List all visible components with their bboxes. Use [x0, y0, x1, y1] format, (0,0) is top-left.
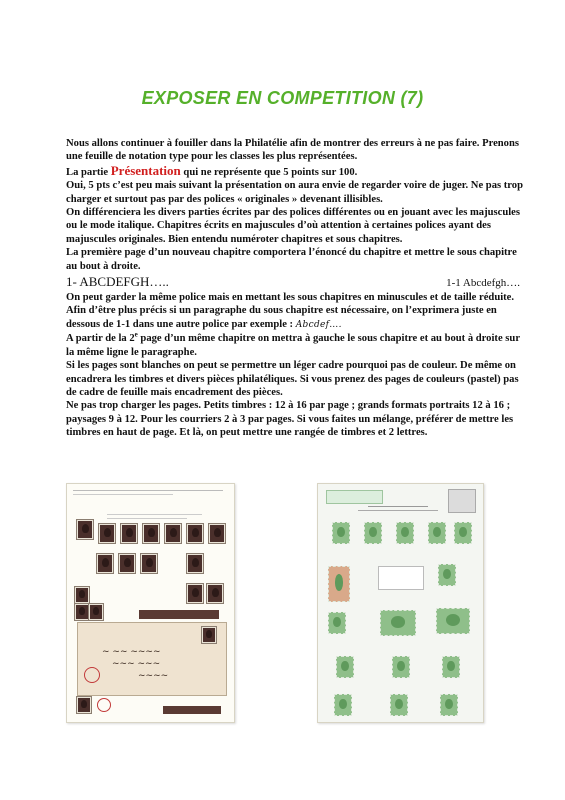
penny-black-stamp: [77, 520, 93, 539]
cover-stamp: [202, 627, 216, 643]
paragraph-points: Oui, 5 pts c’est peu mais suivant la présentation on aura envie de regarder voire de juger. Ne pas trop charger et surtout pas par des polices « originales » devenant illisibles.: [66, 180, 523, 205]
paragraph-intro: Nous allons continuer à fouiller dans la Philatélie afin de montrer des erreurs à ne pas faire. Prenons une feuille de notation type pour les classes les plus représentées.: [66, 138, 519, 163]
penny-black-stamp: [141, 554, 157, 573]
fragment-with-stamps: [328, 566, 350, 602]
script-font-example: Abcdef….: [295, 319, 342, 330]
paragraph-fonts: On différenciera les divers parties écrites par des polices différentes ou en jouant avec les majuscules ou le mode italique. Chapitres écrits en majuscules d’où attention à certaines polices ayant des majuscules originales. Bien entendu numéroter chapitres et sous chapitres.: [66, 207, 520, 245]
penny-black-stamp: [187, 554, 203, 573]
one-penny-strip: [163, 706, 221, 714]
presentation-prefix: La partie: [66, 166, 111, 178]
one-penny-strip: [139, 610, 219, 619]
text-rule: [358, 510, 438, 511]
sheet-header-rule: [73, 490, 223, 491]
paragraph-density: Ne pas trop charger les pages. Petits timbres : 12 à 16 par page ; grands formats portraits 12 à 16 ; paysages 9 à 12. Pour les courriers 2 à 3 par pages. Si vous faites un mélange, préférer de mettre les timbres en haut de page. Et là, on peut mettre une rangée de timbres et 2 lettres.: [66, 400, 514, 439]
paragraph-second-page: [66, 332, 524, 359]
sheet-subheader-rule: [73, 494, 173, 495]
paragraph-first-page: La première page d’un nouveau chapitre comportera l’énoncé du chapitre et mettre le sous chapitre au bout à droite.: [66, 247, 517, 272]
penny-black-stamp: [119, 554, 135, 573]
penny-black-stamp: [187, 584, 203, 603]
precision-text: Afin d’être plus précis si un paragraphe du sous chapitre est nécessaire, on l’exprimera juste en dessous de 1-1 dans une autre police par exemple :: [66, 305, 497, 330]
green-stamp: [438, 564, 456, 586]
green-stamp: [428, 522, 446, 544]
red-postmark: [97, 698, 111, 712]
penny-black-stamp: [209, 524, 225, 543]
presentation-suffix: qui ne représente que 5 points sur 100.: [180, 166, 358, 178]
paragraph-presentation: [66, 164, 524, 179]
green-stamp: [336, 656, 354, 678]
penny-black-stamp: [207, 584, 223, 603]
second-page-suffix: page d’un même chapitre on mettra à gauche le sous chapitre et au bout à droite sur la même ligne le paragraphe.: [66, 333, 520, 358]
red-postmark: [84, 667, 100, 683]
postal-cover: [77, 622, 227, 696]
green-stamp: [440, 694, 458, 716]
penny-black-stamp: [97, 554, 113, 573]
cover-address-line: ~~~ ~~~: [112, 659, 161, 669]
paragraph-frames: Si les pages sont blanches on peut se permettre un léger cadre pourquoi pas de couleur. De même on encadrera les timbres et divers pièces philatéliques. Si vous prenez des pages de couleurs (pastel) pas de cadre de feuille mais encadrement des pièces.: [66, 360, 519, 398]
text-rule: [107, 518, 187, 519]
green-stamp: [392, 656, 410, 678]
superscript-e: e: [134, 330, 138, 339]
paragraph-precision: [66, 304, 524, 332]
presentation-highlight: Présentation: [110, 162, 181, 178]
green-stamp-pair: [380, 610, 416, 636]
penny-black-stamp: [75, 587, 89, 603]
cover-address-line: ~ ~~ ~~~~: [102, 647, 161, 657]
penny-black-stamp: [77, 697, 91, 713]
chapter-example-line: [66, 274, 524, 291]
exhibit-sheet-penny-black: [66, 483, 235, 723]
penny-black-stamp: [99, 524, 115, 543]
green-stamp: [364, 522, 382, 544]
text-rule: [107, 514, 202, 515]
green-stamp: [454, 522, 472, 544]
chapter-example: 1- ABCDEFGH…..: [66, 274, 169, 290]
green-stamp: [334, 694, 352, 716]
green-stamp: [328, 612, 346, 634]
page-title: EXPOSER EN COMPETITION (7): [141, 88, 424, 108]
penny-black-stamp: [75, 604, 89, 620]
green-stamp: [332, 522, 350, 544]
green-stamp: [390, 694, 408, 716]
green-stamp: [396, 522, 414, 544]
penny-black-stamp: [143, 524, 159, 543]
second-page-prefix: A partir de la 2: [66, 333, 135, 345]
cover-address-line: ~~~~: [138, 671, 169, 681]
info-box: [378, 566, 424, 590]
green-stamp-pair: [436, 608, 470, 634]
subchapter-example: 1-1 Abcdefgh….: [446, 277, 520, 290]
article-body: [66, 137, 524, 440]
paragraph-same-font: On peut garder la même police mais en mettant les sous chapitres en minuscules et de taille réduite.: [66, 292, 515, 304]
penny-black-stamp: [89, 604, 103, 620]
green-stamp: [442, 656, 460, 678]
exhibit-sheet-green-stamps: [317, 483, 484, 723]
penny-black-stamp: [121, 524, 137, 543]
text-rule: [368, 506, 428, 507]
penny-black-stamp: [165, 524, 181, 543]
sheet-corner-block: [448, 489, 476, 513]
sheet-green-header: [326, 490, 383, 504]
penny-black-stamp: [187, 524, 203, 543]
